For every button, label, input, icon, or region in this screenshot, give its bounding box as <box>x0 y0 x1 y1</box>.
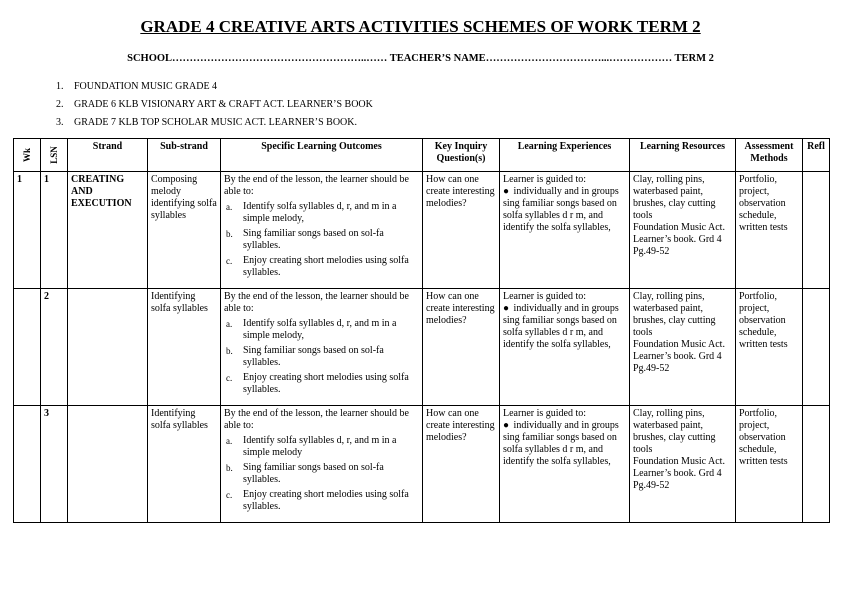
reference-item <box>56 98 373 116</box>
week-cell: 1 <box>14 172 41 289</box>
reference-text: GRADE 7 KLB TOP SCHOLAR MUSIC ACT. LEARNER’S BOOK. <box>74 117 357 128</box>
school-teacher-line: SCHOOL………………………………………………..…… TEACHER’S NAME……………………………...……………… TERM 2 <box>127 53 714 64</box>
outcome-item: a. Identify solfa syllables d, r, and m in a simple melody, <box>226 318 397 341</box>
bullet-icon: ● <box>503 303 510 314</box>
inquiry-cell: How can one create interesting melodies? <box>423 289 500 406</box>
outcome-item: b. Sing familiar songs based on sol-fa syllables. <box>226 228 384 251</box>
header-lesson: LSN <box>41 139 68 172</box>
outcomes-cell <box>221 289 423 406</box>
experiences-intro: Learner is guided to: <box>503 174 587 185</box>
strand-cell: CREATING AND EXECUTION <box>68 172 148 289</box>
header-week: Wk <box>14 139 41 172</box>
reference-list <box>56 80 373 134</box>
experiences-intro: Learner is guided to: <box>503 408 587 419</box>
experiences-cell <box>500 289 630 406</box>
substrand-cell: Composing melody identifying solfa syllables <box>148 172 221 289</box>
outcome-item: b. Sing familiar songs based on sol-fa syllables. <box>226 345 384 368</box>
lesson-cell: 3 <box>41 406 68 523</box>
lesson-cell: 1 <box>41 172 68 289</box>
outcomes-list <box>224 318 419 396</box>
bullet-icon: ● <box>503 186 510 197</box>
table-row <box>14 289 830 406</box>
week-cell <box>14 289 41 406</box>
outcomes-cell <box>221 406 423 523</box>
reference-item <box>56 80 373 98</box>
reference-number: 2. <box>56 99 64 110</box>
scheme-of-work-table <box>13 138 830 523</box>
experiences-cell <box>500 172 630 289</box>
assessment-cell: Portfolio, project, observation schedule, written tests <box>736 172 803 289</box>
strand-cell <box>68 289 148 406</box>
bullet-icon: ● <box>503 420 510 431</box>
experiences-intro: Learner is guided to: <box>503 291 587 302</box>
header-assessment: Assessment Methods <box>736 139 803 172</box>
lesson-cell: 2 <box>41 289 68 406</box>
table-header-row <box>14 139 830 172</box>
header-strand: Strand <box>68 139 148 172</box>
reference-text: FOUNDATION MUSIC GRADE 4 <box>74 81 218 92</box>
experiences-text: ● individually and in groups sing familiar songs based on solfa syllables d r m, and identify the solfa syllables, <box>503 420 619 467</box>
header-inquiry: Key Inquiry Question(s) <box>423 139 500 172</box>
outcomes-list <box>224 435 419 513</box>
reflection-cell <box>803 172 830 289</box>
strand-cell <box>68 406 148 523</box>
header-reflection: Refl <box>803 139 830 172</box>
outcomes-intro: By the end of the lesson, the learner should be able to: <box>224 174 409 197</box>
outcome-item: c. Enjoy creating short melodies using solfa syllables. <box>226 372 409 395</box>
outcome-item: c. Enjoy creating short melodies using solfa syllables. <box>226 489 409 512</box>
resources-cell: Clay, rolling pins, waterbased paint, brushes, clay cutting tools Foundation Music Act. Learner’s book. Grd 4 Pg.49-52 <box>630 406 736 523</box>
reflection-cell <box>803 289 830 406</box>
header-outcomes: Specific Learning Outcomes <box>221 139 423 172</box>
header-experiences: Learning Experiences <box>500 139 630 172</box>
resources-cell: Clay, rolling pins, waterbased paint, brushes, clay cutting tools Foundation Music Act. Learner’s book. Grd 4 Pg.49-52 <box>630 172 736 289</box>
outcome-item: a. Identify solfa syllables d, r, and m in a simple melody, <box>226 201 397 224</box>
page-title: GRADE 4 CREATIVE ARTS ACTIVITIES SCHEMES OF WORK TERM 2 <box>140 17 701 36</box>
header-resources: Learning Resources <box>630 139 736 172</box>
resources-cell: Clay, rolling pins, waterbased paint, brushes, clay cutting tools Foundation Music Act. Learner’s book. Grd 4 Pg.49-52 <box>630 289 736 406</box>
inquiry-cell: How can one create interesting melodies? <box>423 172 500 289</box>
reference-number: 1. <box>56 81 64 92</box>
outcome-item: a. Identify solfa syllables d, r, and m in a simple melody <box>226 435 397 458</box>
outcomes-intro: By the end of the lesson, the learner should be able to: <box>224 291 409 314</box>
substrand-cell: Identifying solfa syllables <box>148 289 221 406</box>
outcomes-cell <box>221 172 423 289</box>
outcome-item: b. Sing familiar songs based on sol-fa syllables. <box>226 462 384 485</box>
reflection-cell <box>803 406 830 523</box>
reference-text: GRADE 6 KLB VISIONARY ART & CRAFT ACT. LEARNER’S BOOK <box>74 99 373 110</box>
outcomes-intro: By the end of the lesson, the learner should be able to: <box>224 408 409 431</box>
header-substrand: Sub-strand <box>148 139 221 172</box>
outcome-item: c. Enjoy creating short melodies using solfa syllables. <box>226 255 409 278</box>
experiences-text: ● individually and in groups sing familiar songs based on solfa syllables d r m, and identify the solfa syllables, <box>503 303 619 350</box>
experiences-cell <box>500 406 630 523</box>
outcomes-list <box>224 201 419 279</box>
substrand-cell: Identifying solfa syllables <box>148 406 221 523</box>
week-cell <box>14 406 41 523</box>
reference-number: 3. <box>56 117 64 128</box>
table-row <box>14 172 830 289</box>
inquiry-cell: How can one create interesting melodies? <box>423 406 500 523</box>
assessment-cell: Portfolio, project, observation schedule, written tests <box>736 289 803 406</box>
reference-item <box>56 116 373 134</box>
experiences-text: ● individually and in groups sing familiar songs based on solfa syllables d r m, and identify the solfa syllables, <box>503 186 619 233</box>
table-row <box>14 406 830 523</box>
assessment-cell: Portfolio, project, observation schedule, written tests <box>736 406 803 523</box>
